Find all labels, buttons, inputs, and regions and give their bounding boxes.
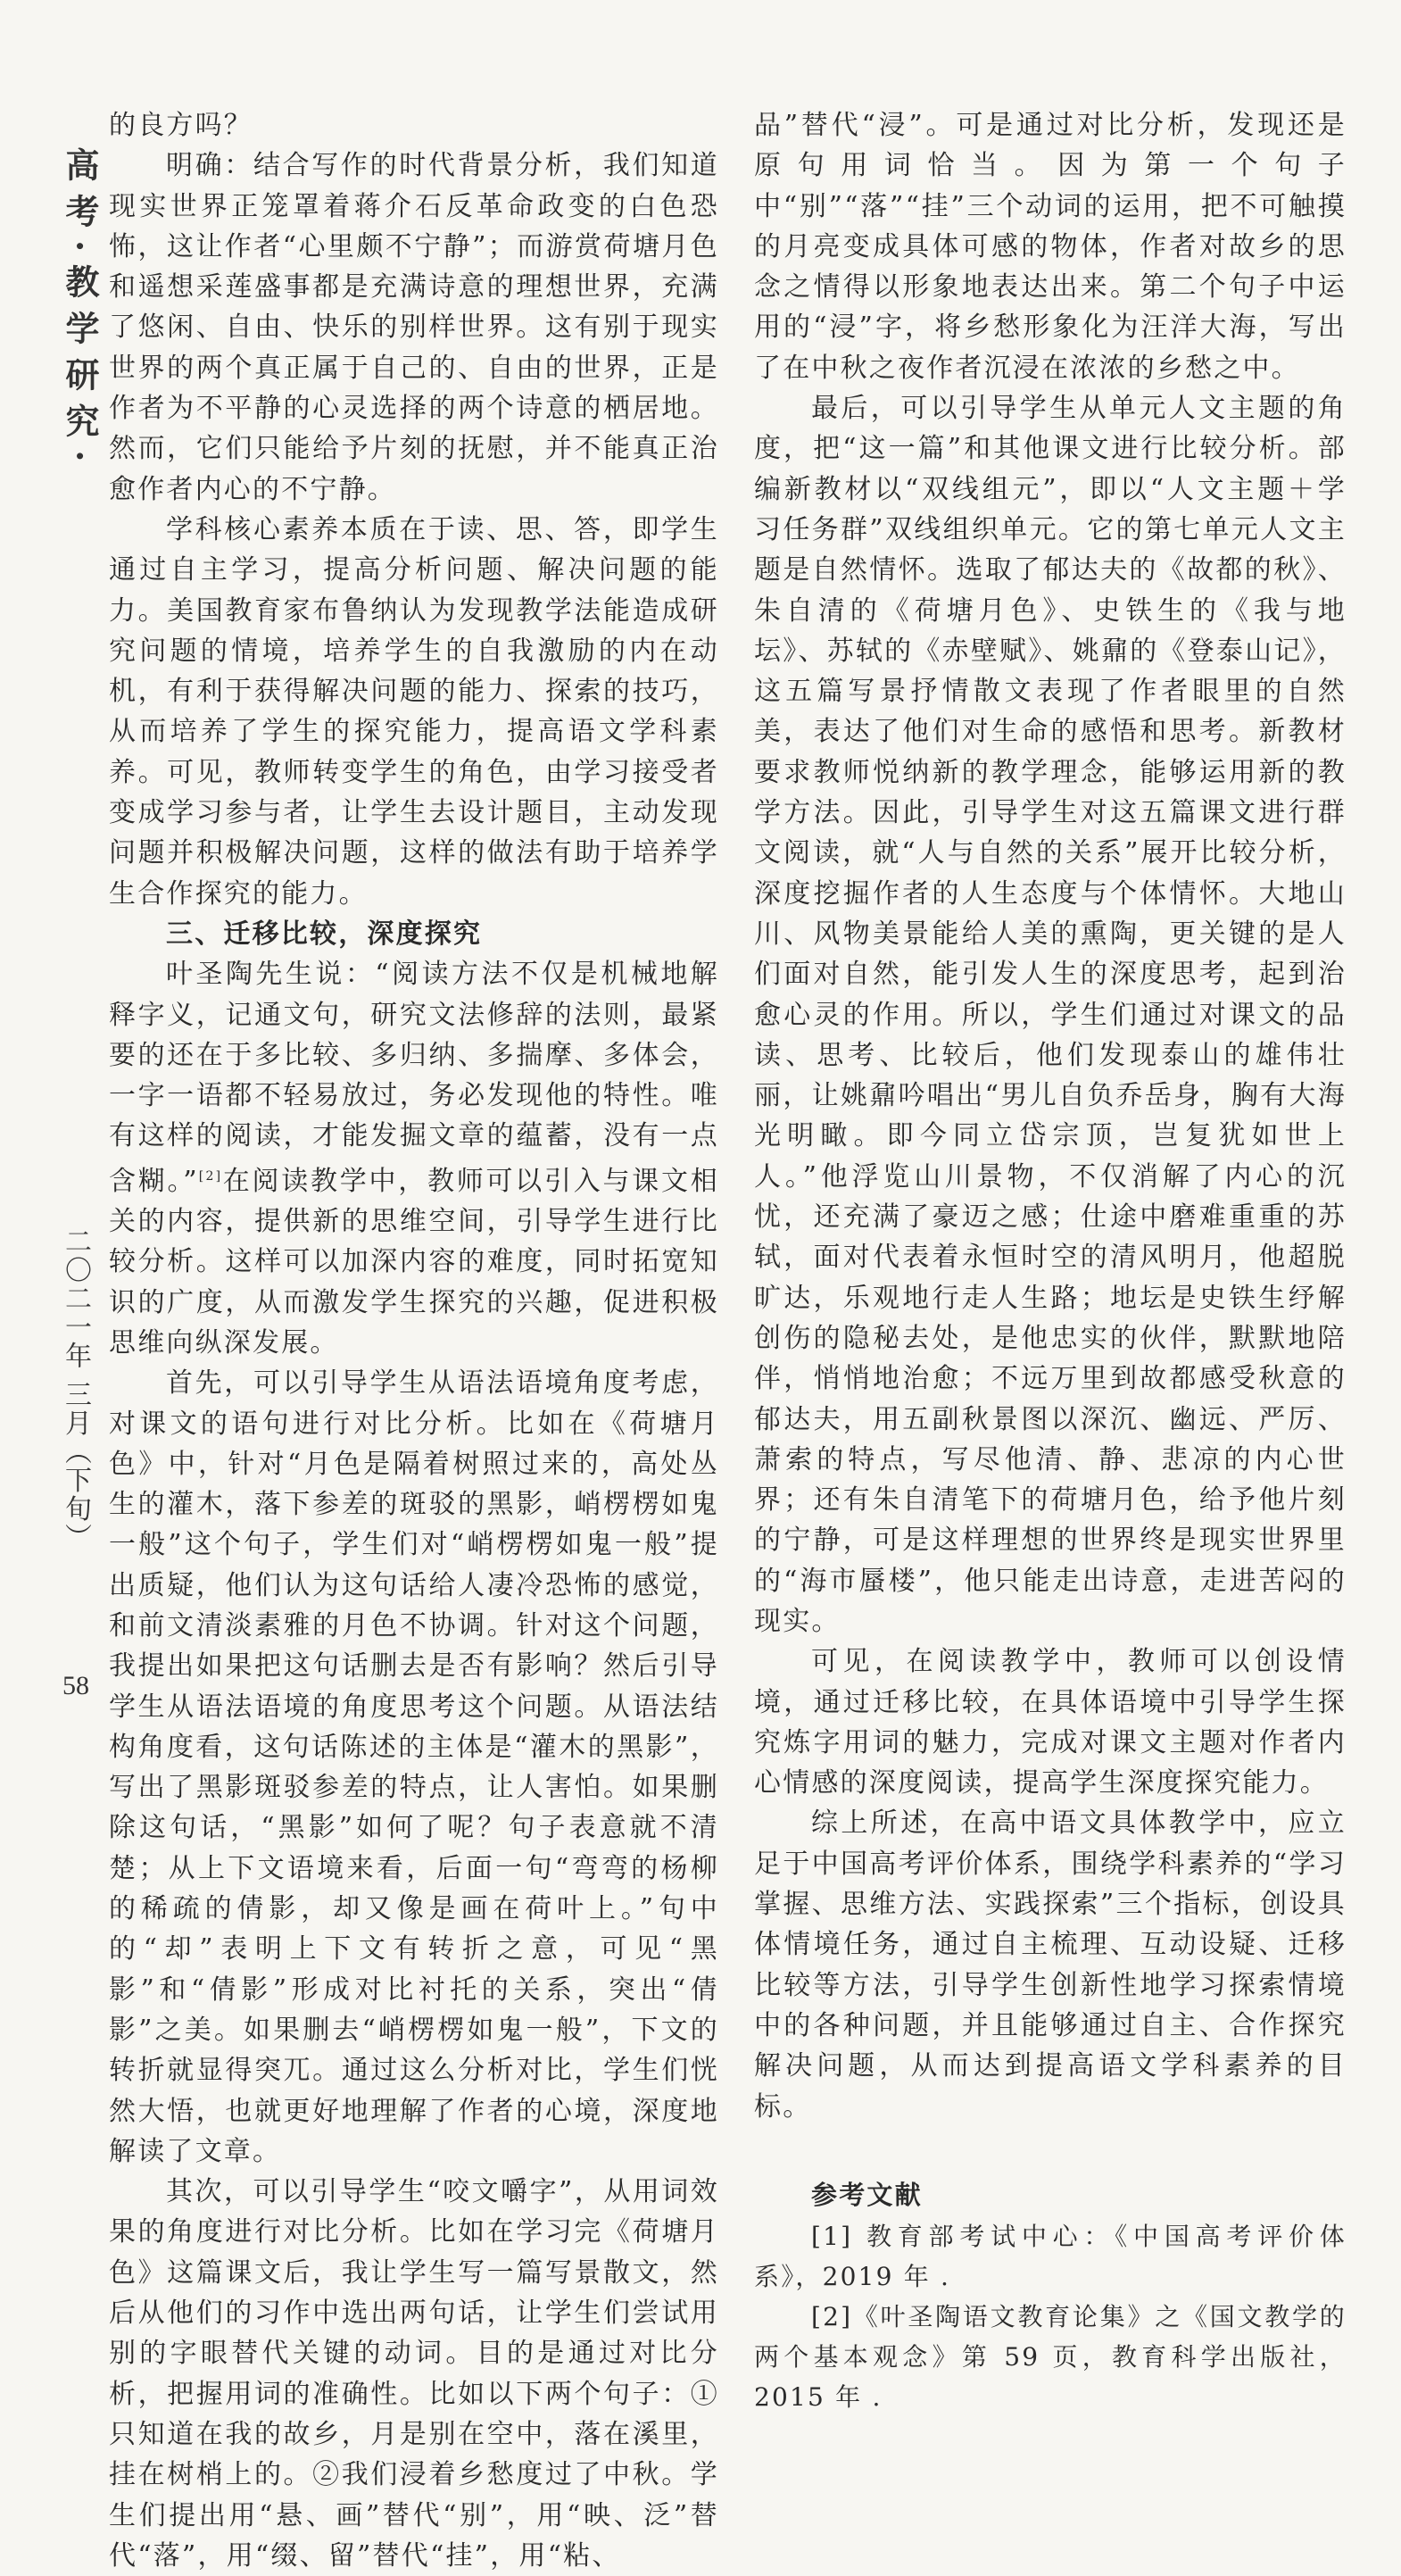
paragraph-text: 在阅读教学中，教师可以引入与课文相关的内容，提供新的思维空间，引导学生进行比较分析。这样可以加深内容的难度，同时拓宽知识的广度，从而激发学生探究的兴趣，促进积极思维向纵深发展。 [109,1165,719,1359]
left-column [109,105,719,2576]
journal-title: 高考·教学研究· [60,147,100,475]
section-heading: 三、迁移比较，深度探究 [166,918,483,950]
reference-item: [1] 教育部考试中心：《中国高考评价体系》，2019 年 . [754,2221,1347,2291]
paragraph: 可见，在阅读教学中，教师可以创设情境，通过迁移比较，在具体语境中引导学生探究炼字用词的魅力，完成对课文主题对作者内心情感的深度阅读，提高学生深度探究能力。 [754,1646,1347,1799]
citation-marker: [2] [198,1168,223,1184]
paragraph: 首先，可以引导学生从语法语境角度考虑，对课文的语句进行对比分析。比如在《荷塘月色》中，针对“月色是隔着树照过来的，高处丛生的灌木，落下参差的斑驳的黑影，峭楞楞如鬼一般”这个句子，学生们对“峭楞楞如鬼一般”提出质疑，他们认为这句话给人凄冷恐怖的感觉，和前文清淡素雅的月色不协调。针对这个问题，我提出如果把这句话删去是否有影响？然后引导学生从语法语境的角度思考这个问题。从语法结构角度看，这句话陈述的主体是“灌木的黑影”，写出了黑影斑驳参差的特点，让人害怕。如果删除这句话，“黑影”如何了呢？句子表意就不清楚；从上下文语境来看，后面一句“弯弯的杨柳的稀疏的倩影，却又像是画在荷叶上。”句中的“却”表明上下文有转折之意，可见“黑影”和“倩影”形成对比衬托的关系，突出“倩影”之美。如果删去“峭楞楞如鬼一般”，下文的转折就显得突兀。通过这么分析对比，学生们恍然大悟，也就更好地理解了作者的心境，深度地解读了文章。 [109,1367,719,2167]
paragraph: 最后，可以引导学生从单元人文主题的角度，把“这一篇”和其他课文进行比较分析。部编新教材以“双线组元”，即以“人文主题＋学习任务群”双线组织单元。它的第七单元人文主题是自然情怀。选取了郁达夫的《故都的秋》、朱自清的《荷塘月色》、史铁生的《我与地坛》、苏轼的《赤壁赋》、姚鼐的《登泰山记》，这五篇写景抒情散文表现了作者眼里的自然美，表达了他们对生命的感悟和思考。新教材要求教师悦纳新的教学理念，能够运用新的教学方法。因此，引导学生对这五篇课文进行群文阅读，就“人与自然的关系”展开比较分析，深度挖掘作者的人生态度与个体情怀。大地山川、风物美景能给人美的熏陶，更关键的是人们面对自然，能引发人生的深度思考，起到治愈心灵的作用。所以，学生们通过对课文的品读、思考、比较后，他们发现泰山的雄伟壮丽，让姚鼐吟唱出“男儿自负乔岳身，胸有大海光明瞰。即今同立岱宗顶，岂复犹如世上人。”他浮览山川景物，不仅消解了内心的沉忧，还充满了豪迈之感；仕途中磨难重重的苏轼，面对代表着永恒时空的清风明月，他超脱旷达，乐观地行走人生路；地坛是史铁生纾解创伤的隐秘去处，是他忠实的伙伴，默默地陪伴，悄悄地治愈；不远万里到故都感受秋意的郁达夫，用五副秋景图以深沉、幽远、严厉、萧索的特点，写尽他清、静、悲凉的内心世界；还有朱自清笔下的荷塘月色，给予他片刻的宁静，可是这样理想的世界终是现实世界里的“海市蜃楼”，他只能走出诗意，走进苦闷的现实。 [754,393,1347,1637]
paragraph: 其次，可以引导学生“咬文嚼字”，从用词效果的角度进行对比分析。比如在学习完《荷塘月色》这篇课文后，我让学生写一篇写景散文，然后从他们的习作中选出两句话，让学生们尝试用别的字眼替代关键的动词。目的是通过对比分析，把握用词的准确性。比如以下两个句子：①只知道在我的故乡，月是别在空中，落在溪里，挂在树梢上的。②我们浸着乡愁度过了中秋。学生们提出用“悬、画”替代“别”，用“映、泛”替代“落”，用“缀、留”替代“挂”，用“粘、 [109,2176,719,2572]
paragraph: 学科核心素养本质在于读、思、答，即学生通过自主学习，提高分析问题、解决问题的能力。美国教育家布鲁纳认为发现教学法能造成研究问题的情境，培养学生的自我激励的内在动机，有利于获得解决问题的能力、探索的技巧，从而培养了学生的探究能力，提高语文学科素养。可见，教师转变学生的角色，由学习接受者变成学习参与者，让学生去设计题目，主动发现问题并积极解决问题，这样的做法有助于培养学生合作探究的能力。 [109,513,719,910]
paragraph: 的良方吗？ [109,110,253,141]
references-heading: 参考文献 [811,2179,923,2210]
quote-text: 叶圣陶先生说：“阅读方法不仅是机械地解释字义，记通文句，研究文法修辞的法则，最紧要的还在于多比较、多归纳、多揣摩、多体会，一字一语都不轻易放过，务必发现他的特性。唯有这样的阅读，才能发掘文章的蕴蓄，没有一点含糊。” [109,959,719,1197]
issue-date: 二〇二一年 三月（下旬） [60,1227,91,1552]
references [754,2173,1347,2417]
paragraph [109,954,719,1363]
right-column [754,105,1347,2417]
paragraph: 综上所述，在高中语文具体教学中，应立足于中国高考评价体系，围绕学科素养的“学习掌握、思维方法、实践探索”三个指标，创设具体情境任务，通过自主梳理、互动设疑、迁移比较等方法，引导学生创新性地学习探索情境中的各种问题，并且能够通过自主、合作探究解决问题，从而达到提高语文学科素养的目标。 [754,1807,1347,2123]
page-number: 58 [62,1671,89,1700]
paragraph: 明确：结合写作的时代背景分析，我们知道现实世界正笼罩着蒋介石反革命政变的白色恐怖，这让作者“心里颇不宁静”；而游赏荷塘月色和遥想采莲盛事都是充满诗意的理想世界，充满了悠闲、自由、快乐的别样世界。这有别于现实世界的两个真正属于自己的、自由的世界，正是作者为不平静的心灵选择的两个诗意的栖居地。然而，它们只能给予片刻的抚慰，并不能真正治愈作者内心的不宁静。 [109,150,719,505]
reference-item: [2]《叶圣陶语文教育论集》之《国文教学的两个基本观念》第 59 页，教育科学出版社，2015 年 . [754,2301,1347,2412]
paragraph: 品”替代“浸”。可是通过对比分析，发现还是原句用词恰当。因为第一个句子中“别”“落”“挂”三个动词的运用，把不可触摸的月亮变成具体可感的物体，作者对故乡的思念之情得以形象地表达出来。第二个句子中运用的“浸”字，将乡愁形象化为汪洋大海，写出了在中秋之夜作者沉浸在浓浓的乡愁之中。 [754,110,1347,384]
